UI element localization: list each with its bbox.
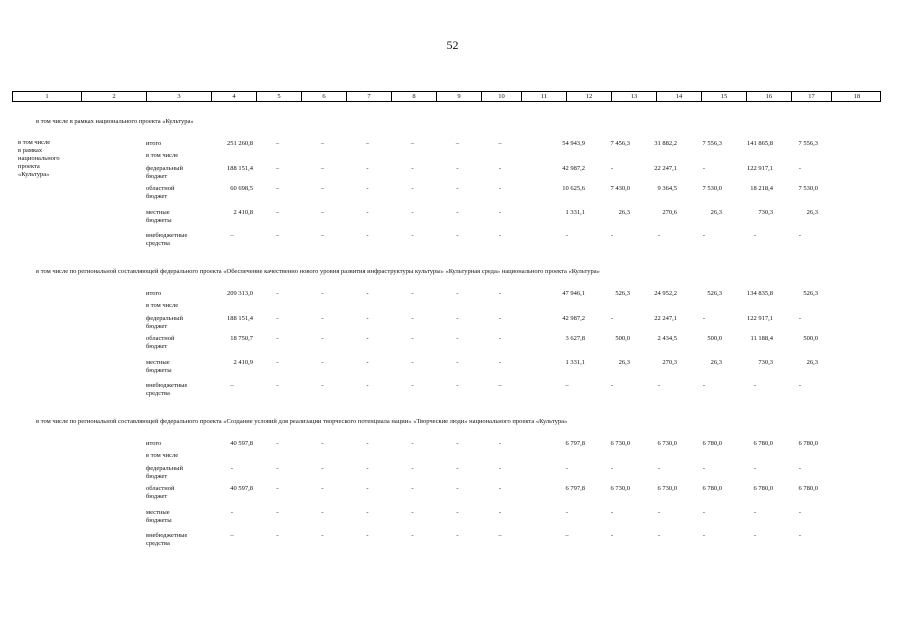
row-label: местные [146,509,170,516]
table-cell: - [411,290,414,297]
table-cell: - [230,509,234,516]
table-cell: 54 943,9 [562,140,585,147]
column-header-5: 5 [256,92,301,101]
column-header-9: 9 [436,92,481,101]
table-cell: - [411,465,414,472]
table-cell: 6 780,0 [753,440,773,447]
table-cell: - [456,290,459,297]
table-cell: - [321,532,324,539]
table-cell: - [411,509,414,516]
row-label: местные [146,209,170,216]
table-cell: – [565,532,569,539]
column-header-8: 8 [391,92,436,101]
row-label: бюджет [146,173,168,180]
table-cell: - [702,232,706,239]
table-cell: 526,3 [707,290,722,297]
table-cell: 500,0 [615,335,630,342]
table-cell: - [411,532,414,539]
table-cell: 122 917,1 [747,315,773,322]
row-label: областной [146,485,175,492]
table-cell: – [275,185,280,192]
table-cell: 2 434,5 [657,335,677,342]
table-cell: - [798,532,802,539]
table-cell: 9 364,5 [657,185,677,192]
table-cell: 6 797,8 [565,485,585,492]
table-cell: 7 530,0 [702,185,722,192]
table-cell: - [456,209,459,216]
table-cell: 188 151,4 [227,165,253,172]
row-label: федеральный [146,165,183,172]
table-cell: - [411,185,414,192]
table-cell: - [411,232,414,239]
row-label: областной [146,185,175,192]
table-cell: - [366,440,369,447]
table-cell: - [498,185,502,192]
table-cell: – [320,140,325,147]
row-label: итого [146,440,162,447]
left-label-line: национального [18,155,60,162]
table-cell: - [753,232,757,239]
table-cell: 2 410,8 [233,209,253,216]
table-cell: - [276,335,279,342]
table-cell: 26,3 [710,359,722,366]
table-cell: - [276,465,279,472]
table-cell: 22 247,1 [654,165,677,172]
table-cell: - [321,290,324,297]
table-cell: 209 313,0 [227,290,253,297]
table-cell: - [411,315,414,322]
table-cell: - [798,382,802,389]
table-cell: – [365,140,370,147]
table-cell: - [610,315,614,322]
column-header-12: 12 [566,92,611,101]
row-label: бюджет [146,323,168,330]
table-cell: - [366,232,369,239]
table-cell: – [320,165,325,172]
table-cell: - [276,290,279,297]
table-cell: – [455,140,460,147]
table-cell: - [321,382,324,389]
table-cell: - [498,465,502,472]
column-header-13: 13 [611,92,656,101]
table-cell: - [702,509,706,516]
table-cell: - [753,509,757,516]
table-cell: - [321,509,324,516]
table-cell: - [657,465,661,472]
row-label: средства [146,240,170,247]
table-cell: - [456,382,459,389]
column-header-1: 1 [45,93,49,100]
column-header-14: 14 [656,92,701,101]
column-header-15: 15 [701,92,746,101]
column-header-7: 7 [346,92,391,101]
column-header-6: 6 [301,92,346,101]
table-cell: - [366,382,369,389]
column-header-18: 18 [831,92,882,101]
row-label: в том числе [146,302,179,309]
row-label: федеральный [146,465,183,472]
table-cell: – [498,532,502,539]
row-label: федеральный [146,315,183,322]
column-header-2: 2 [81,92,146,101]
table-cell: - [411,485,414,492]
table-cell: 60 698,5 [230,185,253,192]
table-cell: - [498,359,502,366]
table-cell: - [498,509,502,516]
table-cell: – [565,382,569,389]
table-cell: - [456,509,459,516]
row-label: в том числе [146,452,179,459]
row-label: бюджет [146,473,168,480]
table-cell: – [320,232,325,239]
left-label-line: проекта [18,163,40,170]
table-cell: 6 730,0 [610,440,630,447]
section-title: в том числе по региональной составляющей федерального проекта «Создание условий для реализации творческого потенциала нации» «Творческие люди» национального проекта «Культура» [36,418,568,425]
table-cell: – [498,140,502,147]
table-cell: 730,3 [758,359,773,366]
table-cell: 7 530,0 [798,185,818,192]
table-cell: - [366,509,369,516]
table-cell: - [456,335,459,342]
table-cell: - [321,465,324,472]
table-cell: - [276,440,279,447]
table-cell: - [798,465,802,472]
table-cell: - [366,185,369,192]
column-header-4: 4 [211,92,256,101]
table-cell: - [366,465,369,472]
table-cell: - [366,315,369,322]
table-cell: 47 946,1 [562,290,585,297]
table-cell: - [610,465,614,472]
table-cell: 6 780,0 [753,485,773,492]
table-cell: - [321,359,324,366]
table-cell: – [230,232,234,239]
table-cell: 22 247,1 [654,315,677,322]
table-cell: - [366,335,369,342]
table-cell: - [366,485,369,492]
table-cell: - [366,165,369,172]
table-cell: 270,3 [662,359,677,366]
table-cell: - [411,359,414,366]
table-cell: - [498,209,502,216]
table-cell: 40 597,8 [230,440,253,447]
table-cell: 18 218,4 [750,185,773,192]
table-cell: - [276,532,279,539]
table-cell: - [276,359,279,366]
table-cell: - [610,509,614,516]
row-label: в том числе [146,152,179,159]
table-cell: - [798,509,802,516]
table-cell: 730,3 [758,209,773,216]
table-cell: 1 331,1 [565,209,585,216]
section-title: в том числе по региональной составляющей федерального проекта «Обеспечение качественно нового уровня развития инфраструктуры культуры» «Культурная среда» национального проекта «Культура» [36,268,600,275]
left-label-line: «Культура» [18,171,50,178]
table-cell: - [498,232,502,239]
row-label: внебюджетные [146,232,188,239]
table-cell: 26,3 [618,209,630,216]
table-cell: - [276,509,279,516]
column-header-17: 17 [791,92,831,101]
row-label: бюджеты [146,517,172,524]
table-cell: 500,0 [707,335,722,342]
table-cell: – [230,382,234,389]
row-label: бюджеты [146,217,172,224]
table-cell: - [657,532,661,539]
table-cell: - [456,165,459,172]
table-cell: - [366,290,369,297]
table-cell: 26,3 [806,209,818,216]
table-cell: - [411,165,414,172]
table-cell: 26,3 [806,359,818,366]
table-cell: - [321,485,324,492]
table-cell: - [456,185,459,192]
table-cell: 122 917,1 [747,165,773,172]
table-cell: - [498,315,502,322]
table-cell: – [320,185,325,192]
table-cell: - [753,382,757,389]
row-label: внебюджетные [146,532,188,539]
table-cell: 31 882,2 [654,140,677,147]
table-cell: - [610,232,614,239]
table-cell: – [230,532,234,539]
table-cell: - [456,532,459,539]
table-cell: 6 797,8 [565,440,585,447]
table-cell: 134 835,8 [747,290,773,297]
row-label: областной [146,335,175,342]
table-cell: - [610,165,614,172]
row-label: бюджеты [146,367,172,374]
row-label: бюджет [146,493,168,500]
table-cell: - [411,209,414,216]
table-cell: - [753,532,757,539]
table-cell: – [275,165,280,172]
table-cell: - [456,232,459,239]
table-cell: - [798,165,802,172]
table-cell: - [702,315,706,322]
table-cell: - [657,382,661,389]
table-cell: - [411,382,414,389]
table-cell: 2 410,9 [233,359,253,366]
table-cell: 7 556,3 [798,140,818,147]
table-cell: 26,3 [618,359,630,366]
table-cell: 1 331,1 [565,359,585,366]
table-cell: 6 780,0 [798,485,818,492]
row-label: бюджет [146,343,168,350]
table-cell: 141 865,8 [747,140,773,147]
column-header-11: 11 [521,92,566,101]
table-cell: - [456,359,459,366]
table-cell: – [320,209,325,216]
table-cell: - [610,532,614,539]
table-cell: 251 260,8 [227,140,253,147]
table-cell: - [565,465,569,472]
table-cell: 24 952,2 [654,290,677,297]
row-label: средства [146,390,170,397]
table-cell: - [321,335,324,342]
table-cell: 26,3 [710,209,722,216]
table-cell: - [321,315,324,322]
left-label-line: в том числе [18,139,51,146]
table-cell: - [276,382,279,389]
table-cell: 6 780,0 [798,440,818,447]
row-label: внебюджетные [146,382,188,389]
page-number: 52 [446,38,459,52]
table-cell: - [565,232,569,239]
table-cell: - [565,509,569,516]
table-cell: - [230,465,234,472]
table-cell: – [498,382,502,389]
column-header-row [12,91,881,102]
table-cell: - [498,440,502,447]
row-label: местные [146,359,170,366]
table-cell: 3 627,8 [565,335,585,342]
table-cell: – [275,232,280,239]
table-cell: - [321,440,324,447]
table-cell: - [657,232,661,239]
table-cell: - [702,465,706,472]
table-cell: - [366,359,369,366]
table-cell: 10 625,6 [562,185,585,192]
table-cell: - [456,440,459,447]
column-header-3: 3 [146,92,211,101]
table-cell: - [276,485,279,492]
table-cell: - [798,232,802,239]
table-cell: 526,3 [803,290,818,297]
table-cell: - [411,440,414,447]
table-cell: 7 430,0 [610,185,630,192]
table-cell: 6 780,0 [702,485,722,492]
table-cell: 7 556,3 [702,140,722,147]
table-cell: – [410,140,415,147]
row-label: средства [146,540,170,547]
table-cell: 40 597,8 [230,485,253,492]
row-label: бюджет [146,193,168,200]
table-cell: 6 730,0 [657,440,677,447]
table-cell: – [275,140,280,147]
table-cell: 6 780,0 [702,440,722,447]
table-cell: - [498,485,502,492]
table-cell: - [456,465,459,472]
table-cell: - [753,465,757,472]
table-cell: - [411,335,414,342]
table-cell: - [610,382,614,389]
table-cell: - [798,315,802,322]
table-cell: - [456,315,459,322]
table-cell: 270,6 [662,209,677,216]
table-cell: 500,0 [803,335,818,342]
table-cell: - [702,165,706,172]
table-cell: 42 987,2 [562,315,585,322]
table-cell: - [498,335,502,342]
table-cell: 11 188,4 [750,335,773,342]
column-header-10: 10 [481,92,521,101]
table-cell: 526,3 [615,290,630,297]
left-label-line: в рамках [18,147,43,154]
column-header-16: 16 [746,92,791,101]
table-cell: - [276,315,279,322]
table-cell: 6 730,0 [610,485,630,492]
table-cell: - [366,532,369,539]
table-cell: - [702,382,706,389]
table-cell: 42 987,2 [562,165,585,172]
table-cell: 18 750,7 [230,335,253,342]
table-cell: – [275,209,280,216]
table-cell: - [456,485,459,492]
table-cell: - [366,209,369,216]
table-cell: 6 730,0 [657,485,677,492]
row-label: итого [146,140,162,147]
table-cell: - [702,532,706,539]
table-cell: 188 151,4 [227,315,253,322]
section-title: в том числе в рамках национального проекта «Культура» [36,118,194,125]
row-label: итого [146,290,162,297]
table-cell: - [657,509,661,516]
table-cell: - [498,290,502,297]
table-cell: - [498,165,502,172]
table-cell: 7 456,3 [610,140,630,147]
